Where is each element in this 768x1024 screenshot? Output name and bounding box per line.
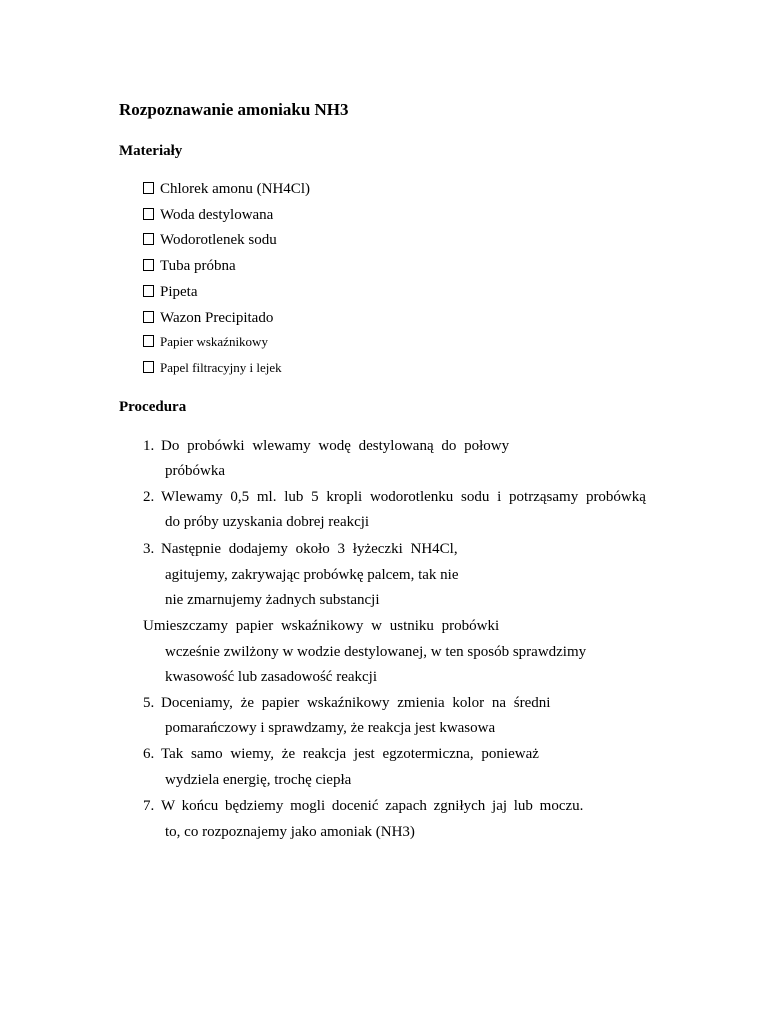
material-item [143, 332, 268, 352]
procedure-heading: Procedura [119, 399, 187, 415]
material-item [143, 230, 277, 250]
material-label: Chlorek amonu (NH4Cl) [160, 181, 310, 197]
step-number: 6. [143, 746, 155, 762]
material-label: Tuba próbna [160, 258, 236, 274]
material-label: Wazon Precipitado [160, 310, 274, 326]
procedure-step-continuation: pomarańczowy i sprawdzamy, że reakcja jest kwasowa [165, 720, 496, 736]
checkbox-icon [143, 361, 154, 373]
procedure-step-continuation: wydziela energię, trochę ciepła [165, 772, 352, 788]
material-label: Pipeta [160, 284, 198, 300]
document-title: Rozpoznawanie amoniaku NH3 [119, 100, 349, 119]
procedure-step-continuation: nie zmarnujemy żadnych substancji [165, 592, 380, 608]
checkbox-icon [143, 335, 154, 347]
material-item [143, 358, 282, 378]
material-item [143, 282, 198, 302]
procedure-step [143, 744, 539, 764]
material-label: Wodorotlenek sodu [160, 232, 277, 248]
step-number: 7. [143, 798, 155, 814]
procedure-step-continuation: agitujemy, zakrywając probówkę palcem, tak nie [165, 567, 459, 583]
step-number: 3. [143, 541, 155, 557]
material-label: Woda destylowana [160, 207, 274, 223]
step-text: W końcu będziemy mogli docenić zapach zgniłych jaj lub moczu. [161, 798, 584, 814]
checkbox-icon [143, 285, 154, 297]
material-item [143, 205, 273, 225]
procedure-step [143, 693, 550, 713]
procedure-step-continuation: próbówka [165, 463, 225, 479]
material-label: Papel filtracyjny i lejek [160, 360, 282, 375]
checkbox-icon [143, 208, 154, 220]
procedure-step [143, 539, 458, 559]
material-item [143, 179, 310, 199]
procedure-step [143, 796, 583, 816]
checkbox-icon [143, 311, 154, 323]
procedure-step [143, 487, 646, 507]
step-text: Doceniamy, że papier wskaźnikowy zmienia kolor na średni [161, 695, 551, 711]
procedure-step [143, 436, 509, 456]
procedure-step-continuation: do próby uzyskania dobrej reakcji [165, 514, 370, 530]
material-label: Papier wskaźnikowy [160, 334, 268, 349]
step-number: 5. [143, 695, 155, 711]
checkbox-icon [143, 182, 154, 194]
material-item [143, 308, 273, 328]
procedure-step-continuation: wcześnie zwilżony w wodzie destylowanej, w ten sposób sprawdzimy [165, 644, 587, 660]
checkbox-icon [143, 233, 154, 245]
checkbox-icon [143, 259, 154, 271]
step-number: 2. [143, 489, 155, 505]
procedure-step: Umieszczamy papier wskaźnikowy w ustniku probówki [143, 618, 500, 634]
procedure-step-continuation: kwasowość lub zasadowość reakcji [165, 669, 378, 685]
step-text: Tak samo wiemy, że reakcja jest egzotermiczna, ponieważ [161, 746, 539, 762]
procedure-step-continuation: to, co rozpoznajemy jako amoniak (NH3) [165, 824, 415, 840]
step-text: Do probówki wlewamy wodę destylowaną do połowy [161, 438, 510, 454]
material-item [143, 256, 236, 276]
step-number: 1. [143, 438, 155, 454]
step-text: Wlewamy 0,5 ml. lub 5 kropli wodorotlenku sodu i potrząsamy probówką [161, 489, 646, 505]
step-text: Następnie dodajemy około 3 łyżeczki NH4Cl, [161, 541, 458, 557]
materials-heading: Materiały [119, 143, 183, 159]
